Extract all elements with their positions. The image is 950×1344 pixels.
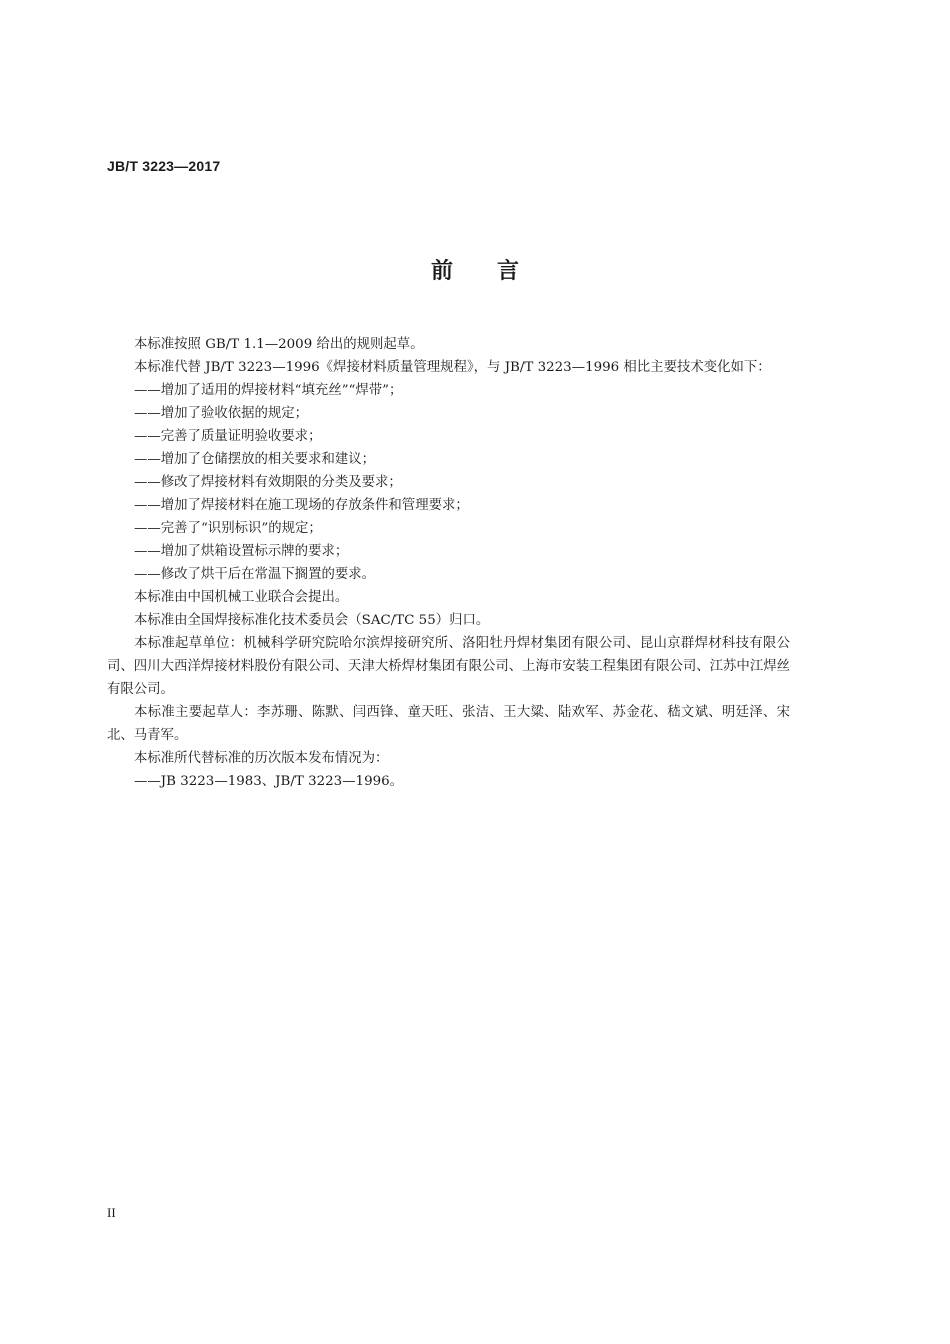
paragraph-drafters: 本标准主要起草人：李苏珊、陈默、闫西锋、童天旺、张洁、王大粱、陆欢军、苏金花、嵇文斌、明廷泽、宋北、马青军。	[107, 705, 790, 743]
foreword-body	[107, 333, 790, 793]
paragraph-history-intro: 本标准所代替标准的历次版本发布情况为：	[134, 751, 389, 766]
change-item: ——增加了烘箱设置标示牌的要求；	[134, 544, 349, 559]
page-title	[0, 254, 950, 285]
paragraph-under-jurisdiction: 本标准由全国焊接标准化技术委员会（SAC/TC 55）归口。	[134, 613, 490, 628]
change-item: ——完善了质量证明验收要求；	[134, 429, 322, 444]
change-item: ——增加了适用的焊接材料“填充丝”“焊带”；	[134, 383, 403, 398]
change-item: ——完善了“识别标识”的规定；	[134, 521, 322, 536]
change-item: ——增加了焊接材料在施工现场的存放条件和管理要求；	[134, 498, 469, 513]
change-item: ——增加了验收依据的规定；	[134, 406, 309, 421]
title-char-1: 前	[430, 259, 453, 284]
title-char-2: 言	[497, 259, 520, 284]
change-item: ——修改了烘干后在常温下搁置的要求。	[134, 567, 376, 582]
paragraph-proposed-by: 本标准由中国机械工业联合会提出。	[134, 590, 349, 605]
document-code: JB/T 3223—2017	[107, 158, 221, 174]
paragraph-drafting-units: 本标准起草单位：机械科学研究院哈尔滨焊接研究所、洛阳牡丹焊材集团有限公司、昆山京群焊材科技有限公司、四川大西洋焊接材料股份有限公司、天津大桥焊材集团有限公司、上海市安装工程集团有限公司、江苏中江焊丝有限公司。	[107, 636, 790, 697]
history-item: ——JB 3223—1983、JB/T 3223—1996。	[134, 774, 404, 789]
paragraph-drafting-rule: 本标准按照 GB/T 1.1—2009 给出的规则起草。	[134, 337, 424, 352]
change-item: ——修改了焊接材料有效期限的分类及要求；	[134, 475, 402, 490]
page-number: II	[107, 1205, 116, 1220]
paragraph-replaces: 本标准代替 JB/T 3223—1996《焊接材料质量管理规程》，与 JB/T 3223—1996 相比主要技术变化如下：	[134, 360, 771, 375]
change-item: ——增加了仓储摆放的相关要求和建议；	[134, 452, 376, 467]
